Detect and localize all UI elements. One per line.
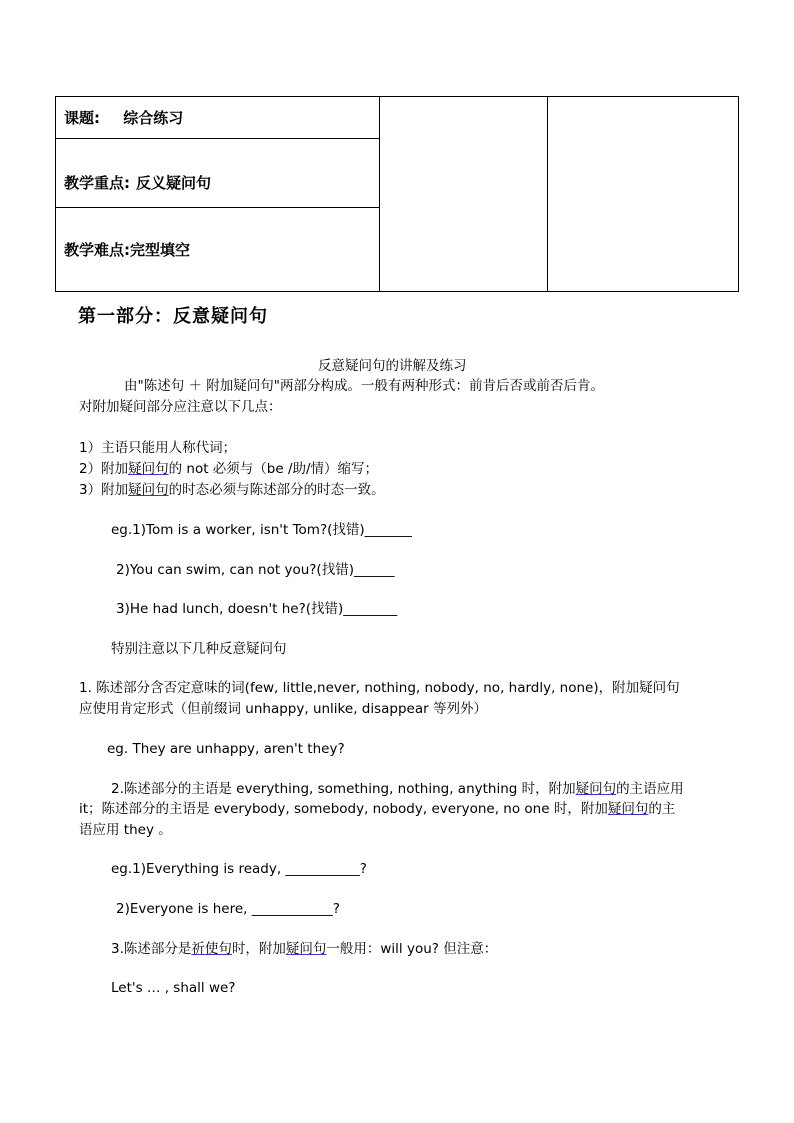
rule-3-line-1: [111, 939, 497, 959]
rule-2-line-1: [111, 779, 684, 799]
example-3: 3)He had lunch, doesn't he?(找错)________: [116, 601, 398, 617]
rule-2-line-2-suffix: 的主: [648, 801, 676, 817]
rule-1-line-1: 1. 陈述部分含否定意味的词(few, little,never, nothing, nobody, no, hardly, none)，附加疑问句: [79, 680, 680, 696]
section-heading: 第一部分：反意疑问句: [78, 306, 268, 327]
point-2-suffix: 的 not 必须与（be /助/情）缩写；: [168, 461, 379, 477]
point-2-term: 疑问句: [128, 461, 169, 477]
difficulty-value: 完型填空: [130, 241, 191, 259]
rule-2-line-2: [79, 799, 675, 819]
focus-value: 反义疑问句: [136, 174, 212, 192]
example-2: 2)You can swim, can not you?(找错)______: [116, 562, 395, 578]
point-2-prefix: 2）附加: [79, 461, 129, 477]
rule-3-term-imperative: 祈使句: [191, 941, 232, 957]
rule-2-line-1-prefix: 2.陈述部分的主语是 everything, something, nothing, anything 时，附加: [111, 781, 576, 797]
rule-3-prefix: 3.陈述部分是: [111, 941, 192, 957]
point-3-suffix: 的时态必须与陈述部分的时态一致。: [168, 482, 385, 498]
topic-value: 综合练习: [123, 109, 184, 127]
rule-3-term-question: 疑问句: [285, 941, 327, 957]
subtitle: 反意疑问句的讲解及练习: [318, 358, 467, 374]
rule-2-line-1-term: 疑问句: [575, 781, 617, 797]
point-3-term: 疑问句: [128, 482, 169, 498]
intro-line-2: 对附加疑问部分应注意以下几点：: [79, 399, 282, 415]
focus-cell: [56, 139, 379, 208]
rule-3-line-2: Let's … , shall we?: [111, 980, 236, 996]
example-1: eg.1)Tom is a worker, isn't Tom?(找错)_______: [111, 522, 412, 538]
point-3: [79, 480, 385, 500]
lesson-info-column: [56, 97, 380, 291]
intro-line-1: 由"陈述句 ＋ 附加疑问句"两部分构成。一般有两种形式：前肯后否或前否后肯。: [124, 378, 605, 394]
difficulty-cell: [56, 208, 379, 291]
point-2: [79, 459, 378, 479]
rule-2-example-1: eg.1)Everything is ready, ___________?: [111, 861, 367, 877]
difficulty-label: 教学难点:: [64, 241, 130, 259]
rule-3-middle: 时，附加: [231, 941, 286, 957]
rule-2-line-2-term: 疑问句: [607, 801, 649, 817]
rule-2-line-3: 语应用 they 。: [79, 822, 172, 838]
rule-3-suffix: 一般用：will you? 但注意：: [326, 941, 498, 957]
rule-1-example: eg. They are unhappy, aren't they?: [107, 741, 345, 757]
point-3-prefix: 3）附加: [79, 482, 129, 498]
lesson-info-table: [55, 96, 739, 292]
rule-2-line-2-prefix: it；陈述部分的主语是 everybody, somebody, nobody, everyone, no one 时，附加: [79, 801, 608, 817]
topic-cell: [56, 97, 379, 139]
rule-1-line-2: 应使用肯定形式（但前缀词 unhappy, unlike, disappear 等列外）: [79, 701, 487, 717]
focus-label: 教学重点:: [64, 174, 130, 192]
rule-2-line-1-suffix: 的主语应用: [616, 781, 684, 797]
topic-label: 课题:: [64, 109, 100, 127]
point-1: 1）主语只能用人称代词；: [79, 440, 237, 456]
empty-column-middle: [380, 97, 548, 291]
rule-2-example-2: 2)Everyone is here, ____________?: [116, 901, 340, 917]
special-note: 特别注意以下几种反意疑问句: [111, 641, 287, 657]
